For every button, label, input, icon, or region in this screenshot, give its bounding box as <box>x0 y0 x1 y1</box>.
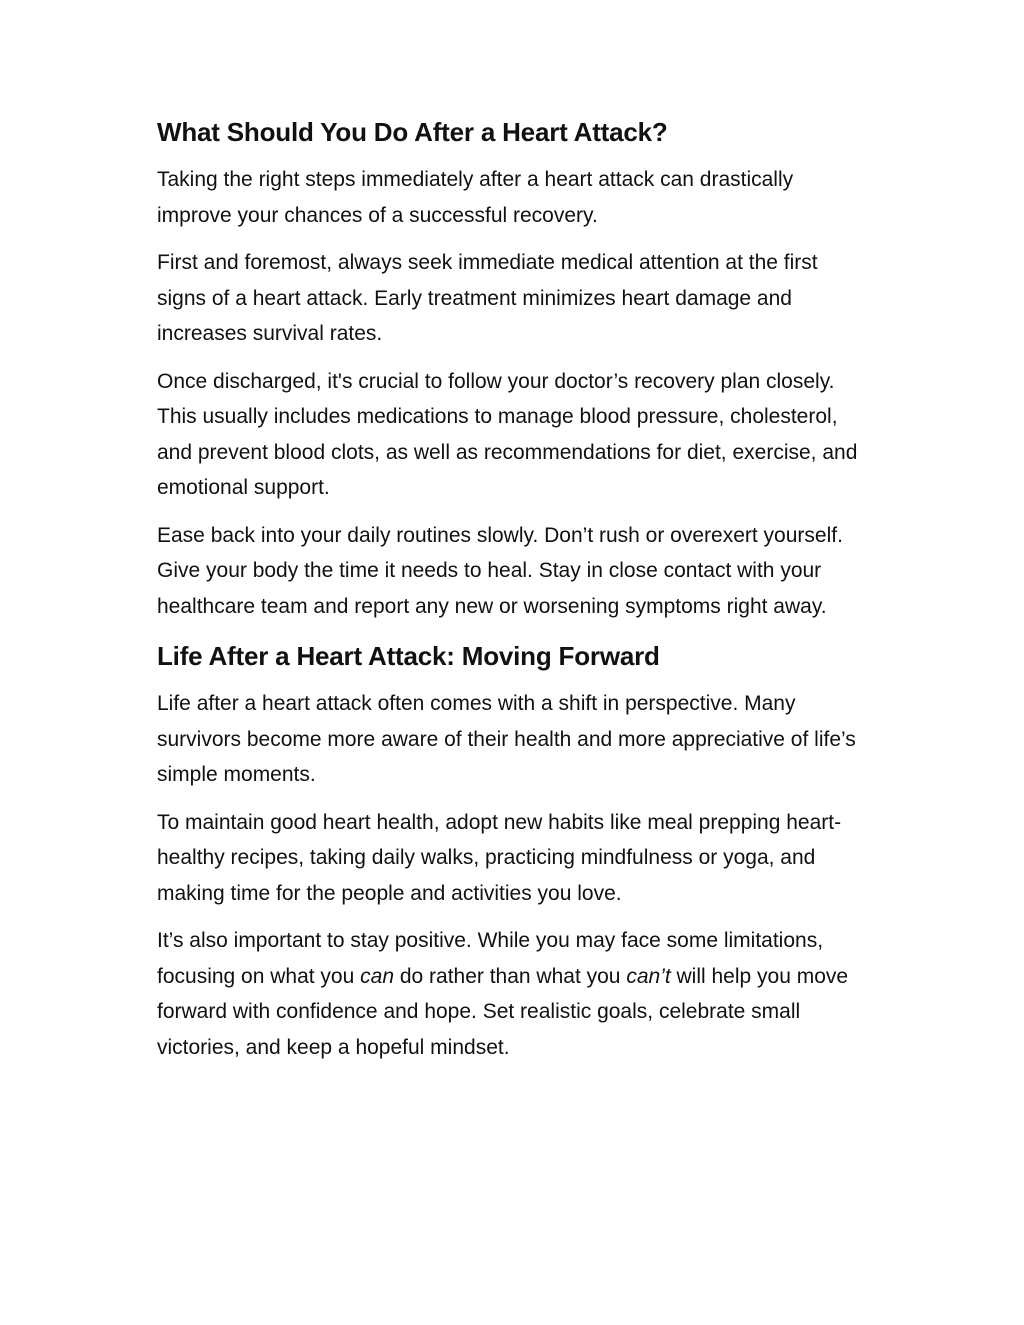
paragraph-right-steps: Taking the right steps immediately after a heart attack can drastically improve your chances of a successful recovery. <box>157 168 794 227</box>
section-heading-after-heart-attack: What Should You Do After a Heart Attack? <box>157 117 668 147</box>
document-page <box>157 112 869 1077</box>
emphasis-cant: can’t <box>626 964 671 988</box>
stay-positive-text-2: do rather than what you <box>394 964 627 988</box>
paragraph-stay-positive <box>157 923 869 1065</box>
paragraph-recovery-plan: Once discharged, it's crucial to follow your doctor’s recovery plan closely. This usually includes medications to manage blood pressure, cholesterol, and prevent blood clots, as well as recommendations for diet, exercise, and emotional support. <box>157 369 858 499</box>
paragraph-new-habits: To maintain good heart health, adopt new habits like meal prepping heart-healthy recipes, taking daily walks, practicing mindfulness or yoga, and making time for the people and activities you love. <box>157 810 842 905</box>
paragraph-shift-in-perspective: Life after a heart attack often comes with a shift in perspective. Many survivors become more aware of their health and more appreciative of life’s simple moments. <box>157 692 856 786</box>
stay-positive-text-3: will help you move forward with confidence and hope. Set realistic goals, celebrate small victories, and keep a hopeful mindset. <box>157 964 849 1059</box>
emphasis-can: can <box>360 964 394 988</box>
paragraph-seek-medical-attention: First and foremost, always seek immediate medical attention at the first signs of a heart attack. Early treatment minimizes heart damage and increases survival rates. <box>157 251 818 345</box>
paragraph-ease-back: Ease back into your daily routines slowly. Don’t rush or overexert yourself. Give your body the time it needs to heal. Stay in close contact with your healthcare team and report any new or worsening symptoms right away. <box>157 523 843 618</box>
section-heading-moving-forward: Life After a Heart Attack: Moving Forward <box>157 641 660 671</box>
stay-positive-text-1: It’s also important to stay positive. While you may face some limitations, focusing on what you <box>157 929 824 988</box>
